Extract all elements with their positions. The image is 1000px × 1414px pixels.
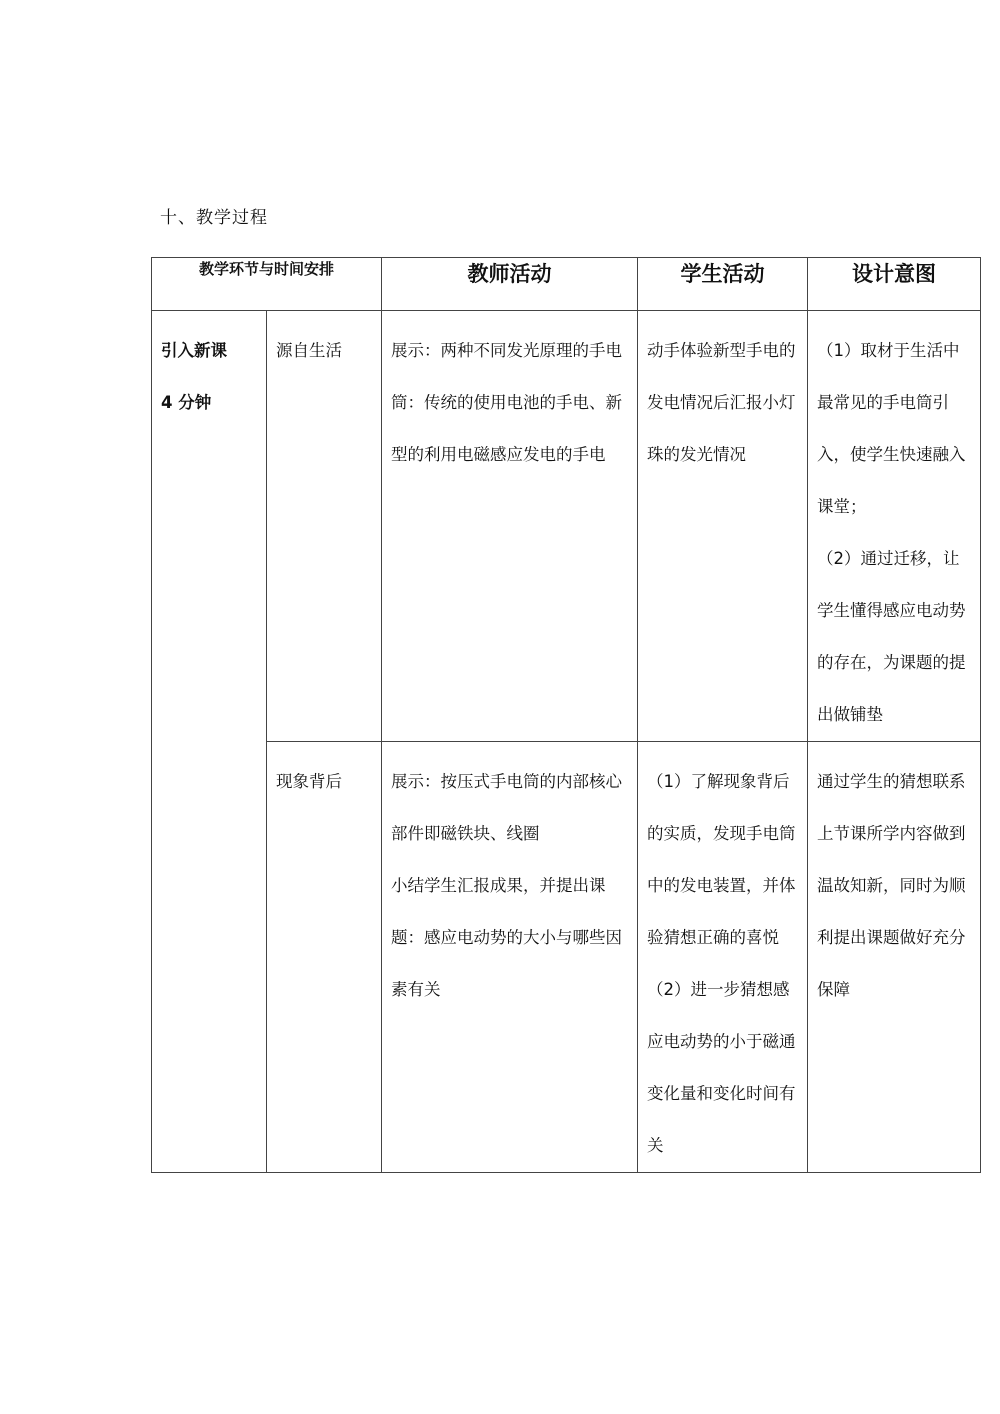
table-row [152,311,981,742]
teacher-activity-text: 展示：按压式手电筒的内部核心部件即磁铁块、线圈 [391,772,623,843]
teacher-activity-cell [382,311,638,742]
design-intent-text: （1）取材于生活中最常见的手电筒引入，使学生快速融入课堂； [817,341,966,516]
header-teacher-activity: 教师活动 [382,258,638,311]
section-title: 十、教学过程 [160,208,268,228]
student-activity-cell [638,311,808,742]
stage-cell [152,311,267,1173]
teaching-process-table [151,257,981,1173]
design-intent-cell [808,742,981,1173]
stage-duration: 4 分钟 [161,393,212,412]
header-student-activity: 学生活动 [638,258,808,311]
stage-name: 引入新课 [161,341,227,360]
teacher-activity-text: 展示：两种不同发光原理的手电筒：传统的使用电池的手电、新型的利用电磁感应发电的手电 [391,341,623,464]
student-activity-text: 动手体验新型手电的发电情况后汇报小灯珠的发光情况 [647,341,796,464]
table-header-row [152,258,981,311]
substage-cell [267,311,382,742]
design-intent-cell [808,311,981,742]
substage-cell [267,742,382,1173]
substage-name: 现象背后 [276,772,342,791]
substage-name: 源自生活 [276,341,342,360]
table-row [152,742,981,1173]
student-activity-cell [638,742,808,1173]
teacher-activity-text: 小结学生汇报成果，并提出课题：感应电动势的大小与哪些因素有关 [391,876,623,999]
student-activity-text: （2）进一步猜想感应电动势的小于磁通变化量和变化时间有关 [647,980,796,1155]
design-intent-text: （2）通过迁移，让学生懂得感应电动势的存在，为课题的提出做铺垫 [817,549,966,724]
header-design-intent: 设计意图 [808,258,981,311]
student-activity-text: （1）了解现象背后的实质，发现手电筒中的发电装置，并体验猜想正确的喜悦 [647,772,796,947]
header-stage-time: 教学环节与时间安排 [152,258,382,311]
design-intent-text: 通过学生的猜想联系上节课所学内容做到温故知新，同时为顺利提出课题做好充分保障 [817,772,966,999]
teacher-activity-cell [382,742,638,1173]
